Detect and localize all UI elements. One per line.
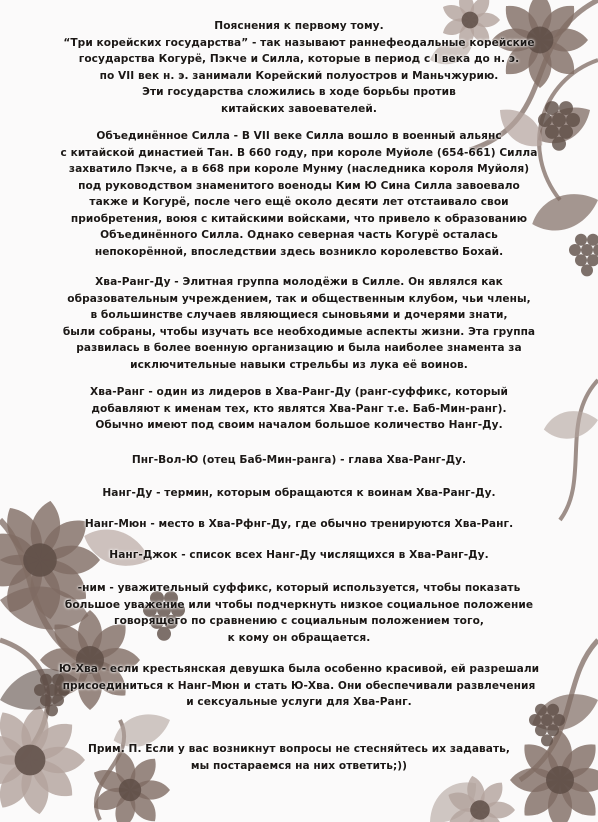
- text-line: большое уважение или чтобы подчеркнуть низкое социальное положение: [64, 598, 534, 611]
- text-line: по VII век н. э. занимали Корейский полуостров и Маньчжурию.: [99, 69, 499, 82]
- text-line: добавляют к именам тех, кто являтся Хва-Ранг т.е. Баб-Мин-ранг).: [91, 402, 507, 415]
- nang-jok-line: [8, 547, 590, 564]
- text-line: Хва-Ранг - один из лидеров в Хва-Ранг-Ду (ранг-суффикс, который: [90, 386, 508, 398]
- text-line: Нанг-Джок - список всех Нанг-Ду числящихся в Хва-Ранг-Ду.: [109, 549, 489, 561]
- nang-du-line: [8, 485, 590, 502]
- text-line: государства Когурё, Пэкче и Силла, которые в период с I века до н. э.: [78, 53, 520, 65]
- text-line: Нанг-Мюн - место в Хва-Рфнг-Ду, где обычно тренируются Хва-Ранг.: [84, 518, 514, 530]
- text-line: развилась в более военную организацию и была наиболее знамента за: [76, 342, 522, 354]
- hwarangdo-paragraph: [8, 274, 590, 373]
- text-line: непокорённой, впоследствии здесь возникло королевство Бохай.: [94, 245, 504, 258]
- text-line: “Три корейских государства” - так называют раннефеодальные корейские: [63, 36, 535, 49]
- text-line: под руководством знаменитого военоды Ким Ю Сина Силла завоевало: [78, 179, 520, 192]
- text-line: китайских завоевателей.: [221, 102, 377, 115]
- unified-silla-paragraph: [8, 128, 590, 260]
- text-line: Эти государства сложились в ходе борьбы против: [142, 86, 456, 98]
- text-line: Объединённое Силла - В VII веке Силла вошло в военный альянс: [96, 130, 502, 142]
- text-line: Ю-Хва - если крестьянская девушка была особенно красивой, ей разрешали: [58, 663, 540, 675]
- notes-title: Пояснения к первому тому.: [214, 20, 384, 32]
- hwarang-paragraph: [8, 384, 590, 434]
- yu-hwa-paragraph: [8, 661, 590, 711]
- text-line: Обычно имеют под своим началом большое количество Нанг-Ду.: [95, 419, 503, 431]
- text-line: мы постараемся на них ответить;)): [190, 759, 408, 772]
- text-line: говорящего по сравнению с социальным положением того,: [113, 615, 484, 627]
- text-line: в большинстве случаев являющиеся сыновьями и дочерями знати,: [90, 309, 508, 321]
- nim-suffix-paragraph: [8, 580, 590, 646]
- text-line: также и Когурё, после чего ещё около десяти лет отстаивало свои: [89, 196, 509, 208]
- text-line: Нанг-Ду - термин, которым обращаются к воинам Хва-Ранг-Ду.: [102, 487, 496, 499]
- intro-paragraph: [8, 18, 590, 117]
- text-line: Объединённого Силла. Однако северная часть Когурё осталась: [100, 229, 498, 241]
- text-line: были собраны, чтобы изучать все необходимые аспекты жизни. Эта группа: [62, 325, 536, 338]
- text-line: -ним - уважительный суффикс, который используется, чтобы показать: [77, 582, 521, 594]
- text-line: присоединиться к Нанг-Мюн и стать Ю-Хва. Они обеспечивали развлечения: [62, 679, 536, 692]
- pung-wol-ju-line: [8, 452, 590, 469]
- text-line: Прим. П. Если у вас возникнут вопросы не стесняйтесь их задавать,: [88, 743, 510, 755]
- text-line: Пнг-Вол-Ю (отец Баб-Мин-ранга) - глава Хва-Ранг-Ду.: [131, 454, 467, 466]
- text-line: к кому он обращается.: [227, 631, 371, 644]
- nang-myun-line: [8, 516, 590, 533]
- text-line: исключительные навыки стрельбы из лука её воинов.: [130, 358, 468, 371]
- translator-note: [8, 741, 590, 774]
- text-line: и сексуальные услуги для Хва-Ранг.: [186, 696, 412, 708]
- text-line: образовательным учреждением, так и общественным клубом, чьи члены,: [67, 292, 531, 305]
- text-line: приобретения, воюя с китайскими войсками, что привело к образованию: [70, 212, 528, 225]
- text-line: захватило Пэкче, а в 668 при короле Мунму (наследника короля Муйоля): [68, 163, 530, 175]
- text-line: с китайской династией Тан. В 660 году, при короле Муйоле (654-661) Силла: [60, 146, 538, 159]
- text-line: Хва-Ранг-Ду - Элитная группа молодёжи в Силле. Он являлся как: [95, 276, 503, 288]
